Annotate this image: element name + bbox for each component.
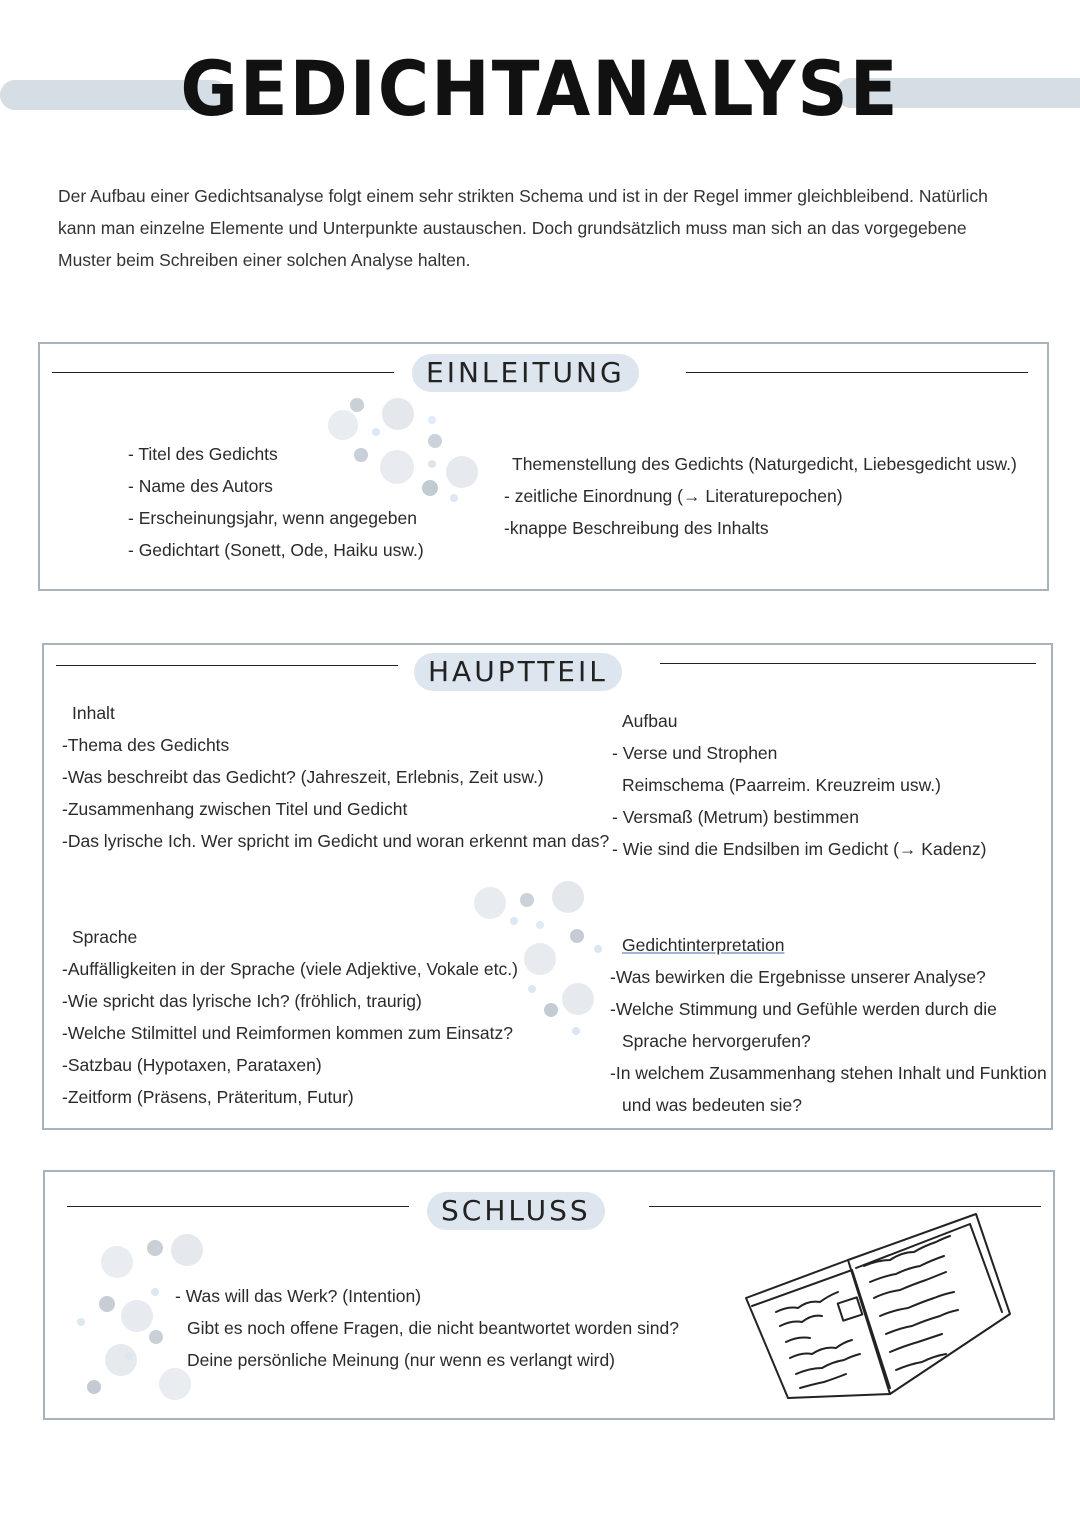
schluss-rule-right [649,1206,1041,1207]
einleitung-box [38,342,1049,591]
list-item: - Name des Autors [128,476,273,496]
list-item: Gibt es noch offene Fragen, die nicht beantwortet worden sind? [187,1318,679,1338]
list-item: - Wie sind die Endsilben im Gedicht (→ Kadenz) [612,839,987,859]
open-book-icon [740,1212,1020,1402]
inhalt-section [62,697,609,857]
sprache-section [62,921,518,1113]
list-item: Themenstellung des Gedichts (Naturgedicht, Liebesgedicht usw.) [512,454,1017,474]
einleitung-right-list [504,448,1017,544]
list-item: - Erscheinungsjahr, wenn angegeben [128,508,417,528]
schluss-heading: SCHLUSS [427,1192,605,1230]
interpretation-section [610,929,1047,1121]
hauptteil-box [42,643,1053,1130]
list-item: Reimschema (Paarreim. Kreuzreim usw.) [622,775,941,795]
list-item: Deine persönliche Meinung (nur wenn es verlangt wird) [187,1350,615,1370]
page-title: GEDICHTANALYSE [180,44,900,134]
list-item: - Versmaß (Metrum) bestimmen [612,807,859,827]
list-item: -Zusammenhang zwischen Titel und Gedicht [62,799,408,819]
list-item: - Gedichtart (Sonett, Ode, Haiku usw.) [128,540,424,560]
list-item: -Thema des Gedichts [62,735,230,755]
schluss-list [175,1280,679,1376]
aufbau-heading: Aufbau [622,711,678,731]
list-item: - Verse und Strophen [612,743,778,763]
einleitung-rule-right [686,372,1028,373]
hauptteil-rule-right [660,663,1036,664]
list-item: -Das lyrische Ich. Wer spricht im Gedicht und woran erkennt man das? [62,831,610,851]
list-item: -knappe Beschreibung des Inhalts [504,518,769,538]
list-item: -In welchem Zusammenhang stehen Inhalt und Funktion [610,1063,1047,1083]
list-item: - zeitliche Einordnung (→ Literaturepochen) [504,486,843,506]
list-item: -Wie spricht das lyrische Ich? (fröhlich, traurig) [62,991,422,1011]
list-item: -Auffälligkeiten in der Sprache (viele Adjektive, Vokale etc.) [62,959,518,979]
hauptteil-heading: HAUPTTEIL [414,653,622,691]
list-item: - Was will das Werk? (Intention) [175,1286,422,1306]
list-item: -Was bewirken die Ergebnisse unserer Analyse? [610,967,986,987]
list-item: -Welche Stimmung und Gefühle werden durch die [610,999,997,1019]
list-item: und was bedeuten sie? [622,1095,802,1115]
hauptteil-rule-left [56,665,398,666]
inhalt-heading: Inhalt [72,703,115,723]
list-item: - Titel des Gedichts [128,444,278,464]
intro-paragraph: Der Aufbau einer Gedichtsanalyse folgt einem sehr strikten Schema und ist in der Regel immer gleichbleibend. Natürlich kann man einzelne Elemente und Unterpunkte austauschen. Doch grundsätzlich muss man sich an das vorgegebene Muster beim Schreiben einer solchen Analyse halten. [58,186,988,270]
list-item: -Satzbau (Hypotaxen, Parataxen) [62,1055,322,1075]
interpretation-heading: Gedichtinterpretation [622,935,785,955]
sprache-heading: Sprache [72,927,138,947]
einleitung-heading: EINLEITUNG [412,354,639,392]
einleitung-left-list [128,438,424,566]
list-item: -Zeitform (Präsens, Präteritum, Futur) [62,1087,354,1107]
list-item: Sprache hervorgerufen? [622,1031,811,1051]
schluss-rule-left [67,1206,409,1207]
aufbau-section [612,705,986,865]
list-item: -Was beschreibt das Gedicht? (Jahreszeit, Erlebnis, Zeit usw.) [62,767,544,787]
einleitung-rule-left [52,372,394,373]
list-item: -Welche Stilmittel und Reimformen kommen zum Einsatz? [62,1023,513,1043]
